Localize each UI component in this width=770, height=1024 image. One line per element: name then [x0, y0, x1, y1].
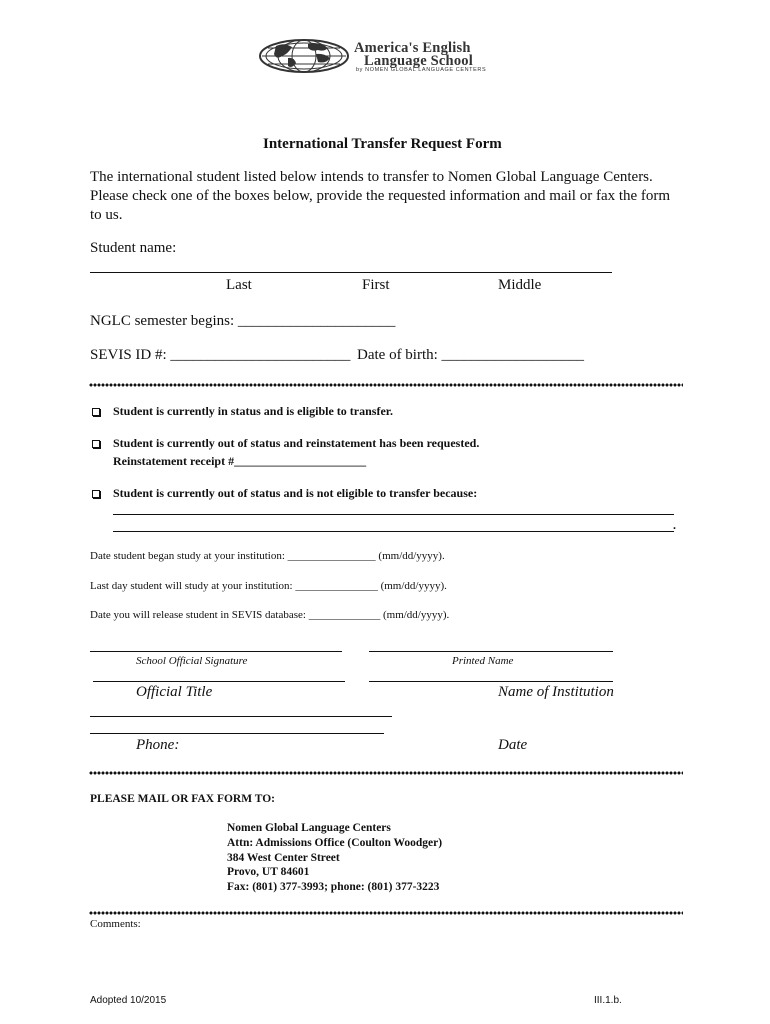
checkbox-out-of-status-reinstatement[interactable]: [92, 440, 100, 448]
reason-line-2[interactable]: [113, 531, 674, 532]
globe-icon: [260, 40, 348, 72]
intro-line-2: Please check one of the boxes below, provide the requested information and mail or fax the form: [90, 188, 671, 204]
footer-adopted: Adopted 10/2015: [90, 995, 167, 1006]
student-name-label: Student name:: [90, 240, 177, 256]
printed-name-caption: Printed Name: [452, 655, 514, 667]
page-title: International Transfer Request Form: [263, 136, 502, 152]
mail-address-line: Fax: (801) 377-3993; phone: (801) 377-3223: [227, 881, 440, 893]
dotted-divider: [89, 771, 683, 775]
last-name-caption: Last: [226, 277, 252, 293]
intro-line-1: The international student listed below intends to transfer to Nomen Global Language Centers.: [90, 169, 653, 185]
logo-line-2: Language School: [364, 53, 473, 69]
sevis-id-field[interactable]: SEVIS ID #: ________________________: [90, 347, 351, 363]
sevis-release-date-field[interactable]: Date you will release student in SEVIS database: _____________ (mm/dd/yyyy).: [90, 609, 450, 621]
signature-caption: School Official Signature: [136, 655, 248, 667]
intro-line-3: to us.: [90, 207, 123, 223]
option-reinstatement-label: Student is currently out of status and reinstatement has been requested.: [113, 436, 480, 450]
logo-line-1: America's English: [354, 40, 471, 56]
mail-address-line: Attn: Admissions Office (Coulton Woodger): [227, 837, 443, 849]
mail-address-line: Provo, UT 84601: [227, 866, 310, 878]
printed-name-line[interactable]: [369, 651, 613, 652]
option-in-status-label: Student is currently in status and is eligible to transfer.: [113, 404, 394, 418]
option-not-eligible-label: Student is currently out of status and is not eligible to transfer because:: [113, 486, 478, 500]
mail-heading: PLEASE MAIL OR FAX FORM TO:: [90, 793, 275, 805]
official-title-caption: Official Title: [136, 684, 213, 700]
logo-line-3: by NOMEN GLOBAL LANGUAGE CENTERS: [356, 67, 487, 73]
dotted-divider: [89, 911, 683, 915]
signature-line[interactable]: [90, 651, 342, 652]
mail-address-line: Nomen Global Language Centers: [227, 822, 391, 834]
date-caption: Date: [498, 737, 528, 753]
phone-line-1[interactable]: [90, 716, 392, 717]
reason-line-1[interactable]: [113, 514, 674, 515]
middle-name-caption: Middle: [498, 277, 542, 293]
last-day-study-field[interactable]: Last day student will study at your institution: _______________ (mm/dd/yyyy).: [90, 580, 447, 592]
comments-label[interactable]: Comments:: [90, 918, 141, 930]
institution-line[interactable]: [369, 681, 613, 682]
phone-line-2[interactable]: [90, 733, 384, 734]
mail-address-line: 384 West Center Street: [227, 852, 340, 864]
official-title-line[interactable]: [93, 681, 345, 682]
reason-period: .: [673, 518, 676, 532]
footer-code: III.1.b.: [594, 995, 622, 1006]
date-began-study-field[interactable]: Date student began study at your institution: ________________ (mm/dd/yyyy).: [90, 550, 445, 562]
institution-caption: Name of Institution: [498, 684, 614, 700]
reinstatement-receipt-field[interactable]: Reinstatement receipt #______________________: [113, 454, 367, 468]
checkbox-in-status[interactable]: [92, 408, 100, 416]
checkbox-not-eligible[interactable]: [92, 490, 100, 498]
dotted-divider: [89, 383, 683, 387]
semester-field[interactable]: NGLC semester begins: _____________________: [90, 313, 396, 329]
first-name-caption: First: [362, 277, 390, 293]
date-of-birth-field[interactable]: Date of birth: ___________________: [357, 347, 585, 363]
student-name-line[interactable]: [90, 272, 612, 273]
phone-caption: Phone:: [136, 737, 180, 753]
